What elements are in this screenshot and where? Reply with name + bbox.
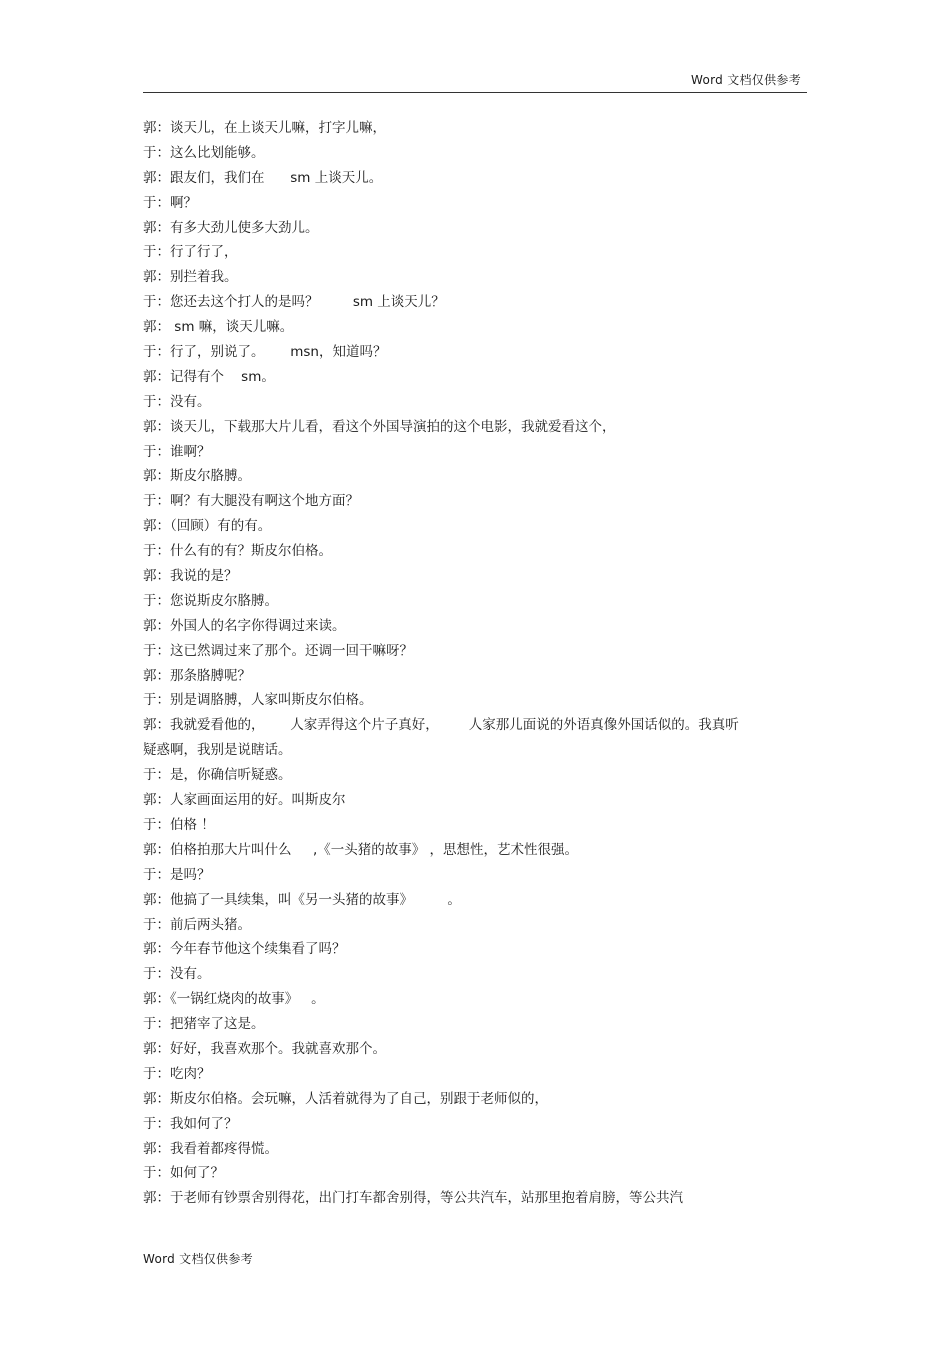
- dialogue-line: 于：您还去这个打人的是吗？ sm 上谈天儿？: [143, 294, 445, 311]
- dialogue-line: 郭：外国人的名字你得调过来读。: [143, 617, 346, 634]
- dialogue-line: 于：这已然调过来了那个。还调一回干嘛呀？: [143, 642, 413, 659]
- page-footer: Word 文档仅供参考: [143, 1252, 253, 1266]
- dialogue-line: 于：这么比划能够。: [143, 144, 265, 161]
- dialogue-line: 郭：伯格拍那大片叫什么 ,《一头猪的故事》 ，思想性，艺术性很强。: [143, 841, 579, 858]
- dialogue-line: 郭：谈天儿，下载那大片儿看，看这个外国导演拍的这个电影，我就爱看这个，: [143, 418, 616, 435]
- dialogue-line: 郭：今年春节他这个续集看了吗？: [143, 941, 346, 958]
- dialogue-line: 郭：我就爱看他的， 人家弄得这个片子真好， 人家那儿面说的外语真像外国话似的。我真听: [143, 717, 739, 734]
- dialogue-line: 于：没有。: [143, 393, 211, 410]
- dialogue-line: 于：吃肉？: [143, 1065, 211, 1082]
- dialogue-line: 于：别是调胳膊，人家叫斯皮尔伯格。: [143, 692, 373, 709]
- dialogue-line: 郭：斯皮尔伯格。会玩嘛，人活着就得为了自己，别跟于老师似的，: [143, 1090, 548, 1107]
- dialogue-line: 郭：（回顾）有的有。: [143, 518, 272, 535]
- dialogue-line: 于：如何了？: [143, 1165, 224, 1182]
- dialogue-line: 郭：记得有个 sm。: [143, 368, 275, 385]
- dialogue-line: 于：伯格 ！: [143, 816, 215, 833]
- dialogue-line: 于：啊？有大腿没有啊这个地方面？: [143, 493, 359, 510]
- dialogue-line: 郭：好好，我喜欢那个。我就喜欢那个。: [143, 1040, 386, 1057]
- dialogue-line: 于：您说斯皮尔胳膊。: [143, 592, 278, 609]
- dialogue-line: 于：行了行了，: [143, 244, 238, 261]
- dialogue-line: 于：什么有的有？斯皮尔伯格。: [143, 543, 332, 560]
- dialogue-line: 郭：别拦着我。: [143, 269, 238, 286]
- dialogue-text: [143, 116, 779, 1211]
- dialogue-line: 于：把猪宰了这是。: [143, 1016, 265, 1033]
- dialogue-line: 郭：人家画面运用的好。叫斯皮尔: [143, 792, 346, 809]
- dialogue-line: 郭：《一锅红烧肉的故事》 。: [143, 991, 325, 1008]
- dialogue-line: 于：啊？: [143, 194, 197, 211]
- dialogue-line: 郭：有多大劲儿使多大劲儿。: [143, 219, 319, 236]
- dialogue-line: 于：没有。: [143, 966, 211, 983]
- dialogue-line: 于：是吗？: [143, 866, 211, 883]
- dialogue-line: 郭：那条胳膊呢？: [143, 667, 251, 684]
- dialogue-line: 郭：跟友们，我们在 sm 上谈天儿。: [143, 169, 383, 186]
- dialogue-line: 于：谁啊？: [143, 443, 211, 460]
- dialogue-line: 郭：谈天儿，在上谈天儿嘛，打字儿嘛，: [143, 120, 386, 136]
- dialogue-line: 于：是，你确信听疑惑。: [143, 767, 292, 784]
- dialogue-line: 于：前后两头猪。: [143, 916, 251, 933]
- page-header: [143, 68, 807, 93]
- dialogue-line: 郭：我看着都疼得慌。: [143, 1140, 278, 1157]
- dialogue-line: 于：我如何了？: [143, 1115, 238, 1132]
- dialogue-line: 郭：他搞了一具续集，叫《另一头猪的故事》 。: [143, 891, 461, 908]
- dialogue-line: 郭： sm 嘛，谈天儿嘛。: [143, 319, 294, 336]
- dialogue-line: 疑惑啊，我别是说瞎话。: [143, 742, 292, 759]
- dialogue-line: 于：行了，别说了。 msn，知道吗？: [143, 344, 387, 361]
- header-text: Word 文档仅供参考: [691, 73, 801, 87]
- dialogue-line: 郭：斯皮尔胳膊。: [143, 468, 251, 485]
- dialogue-line: 郭：我说的是？: [143, 568, 238, 585]
- dialogue-line: 郭：于老师有钞票舍别得花，出门打车都舍别得，等公共汽车，站那里抱着肩膀，等公共汽: [143, 1190, 683, 1207]
